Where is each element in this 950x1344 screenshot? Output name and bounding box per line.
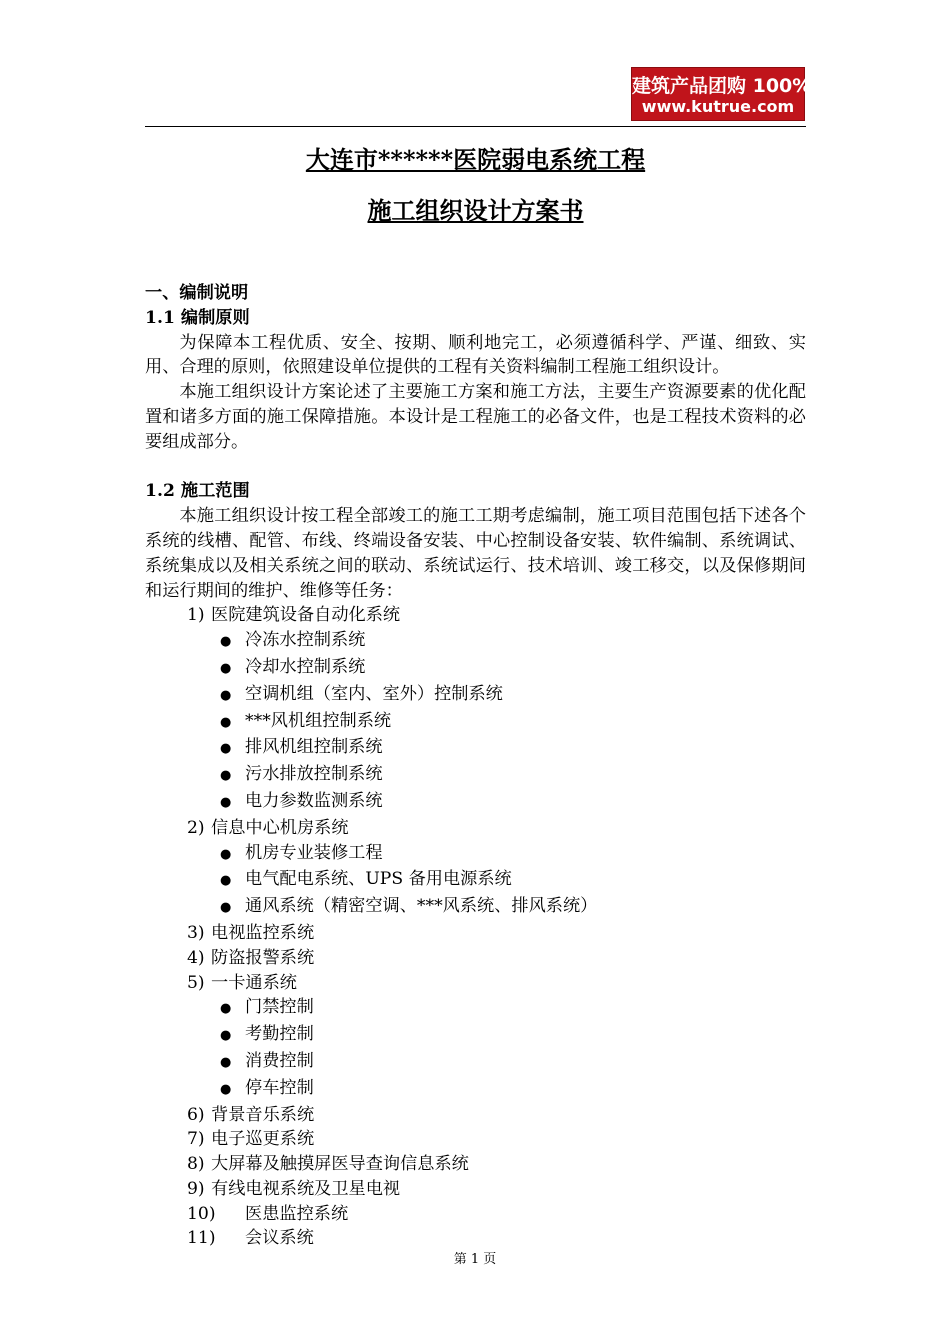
paragraph: 本施工组织设计按工程全部竣工的施工工期考虑编制，施工项目范围包括下述各个系统的线槽、配管、布线、终端设备安装、中心控制设备安装、软件编制、系统调试、系统集成以及相关系统之间的联动、系统试运行、技术培训、竣工移交，以及保修期间和运行期间的维护、维修等任务：: [145, 506, 806, 601]
bullet-label: 冷冻水控制系统: [245, 630, 366, 651]
page-number: 第 1 页: [453, 1252, 497, 1267]
list-item: [145, 946, 806, 971]
bullet-label: 电气配电系统、UPS 备用电源系统: [245, 869, 512, 890]
logo-slogan: 建筑产品团购 100%正品: [632, 75, 850, 97]
header-rule: [145, 126, 806, 127]
bullet-item: [145, 867, 806, 894]
bullet-label: 门禁控制: [245, 997, 314, 1018]
bullet-icon: ●: [220, 660, 232, 676]
bullet-icon: ●: [220, 741, 232, 757]
bullet-item: [145, 655, 806, 682]
subsection-heading: 1.2 施工范围: [145, 481, 250, 502]
list-item: [145, 816, 806, 841]
list-label: 有线电视系统及卫星电视: [211, 1178, 401, 1199]
list-item: [145, 921, 806, 946]
list-number: 4): [187, 947, 205, 968]
list-number: 11): [187, 1228, 216, 1249]
bullet-item: [145, 841, 806, 868]
bullet-item: [145, 762, 806, 789]
bullet-label: 停车控制: [245, 1077, 314, 1098]
bullet-label: 考勤控制: [245, 1024, 314, 1045]
bullet-item: [145, 1049, 806, 1076]
logo-url: www.kutrue.com: [641, 97, 795, 116]
list-number: 5): [187, 972, 205, 993]
bullet-label: 消费控制: [245, 1050, 314, 1071]
bullet-label: 机房专业装修工程: [245, 842, 383, 863]
list-number: 8): [187, 1154, 205, 1175]
list-label: 大屏幕及触摸屏医导查询信息系统: [211, 1154, 469, 1175]
list-label: 背景音乐系统: [211, 1104, 315, 1125]
bullet-item: [145, 894, 806, 921]
bullet-label: 空调机组（室内、室外）控制系统: [245, 683, 503, 704]
bullet-icon: ●: [220, 873, 232, 889]
bullet-label: 通风系统（精密空调、***风系统、排风系统）: [245, 896, 598, 917]
document-title: 大连市******医院弱电系统工程: [305, 145, 646, 174]
bullet-item: [145, 628, 806, 655]
bullet-icon: ●: [220, 1081, 232, 1097]
bullet-icon: ●: [220, 846, 232, 862]
bullet-icon: ●: [220, 714, 232, 730]
list-item: [145, 603, 806, 628]
spacer: [145, 455, 806, 480]
list-number: 1): [187, 605, 205, 626]
document-body: [145, 281, 806, 1251]
bullet-item: [145, 1022, 806, 1049]
subsection-heading: 1.1 编制原则: [145, 307, 250, 328]
bullet-icon: ●: [220, 687, 232, 703]
list-item: [145, 1152, 806, 1177]
bullet-icon: ●: [220, 634, 232, 650]
bullet-icon: ●: [220, 768, 232, 784]
bullet-item: [145, 709, 806, 736]
bullet-label: 冷却水控制系统: [245, 656, 366, 677]
bullet-label: ***风机组控制系统: [245, 710, 392, 731]
list-number: 3): [187, 922, 205, 943]
list-item: [145, 1127, 806, 1152]
list-number: 9): [187, 1178, 205, 1199]
list-label: 一卡通系统: [211, 972, 297, 993]
bullet-icon: ●: [220, 900, 232, 916]
bullet-item: [145, 789, 806, 816]
document-subtitle: 施工组织设计方案书: [367, 196, 584, 225]
bullet-label: 电力参数监测系统: [245, 790, 383, 811]
bullet-icon: ●: [220, 1028, 232, 1044]
section-heading: 一、编制说明: [145, 283, 249, 303]
list-number: 2): [187, 817, 205, 838]
list-number: 10): [187, 1203, 216, 1224]
list-item: [145, 971, 806, 996]
list-item: [145, 1103, 806, 1128]
brand-logo: [631, 67, 850, 121]
paragraph: 为保障本工程优质、安全、按期、顺利地完工，必须遵循科学、严谨、细致、实用、合理的原则，依照建设单位提供的工程有关资料编制工程施工组织设计。: [145, 332, 806, 378]
bullet-icon: ●: [220, 1001, 232, 1017]
list-label: 会议系统: [245, 1228, 314, 1249]
list-label: 电子巡更系统: [211, 1129, 315, 1150]
bullet-icon: ●: [220, 1054, 232, 1070]
bullet-label: 污水排放控制系统: [245, 764, 383, 785]
list-item: [145, 1177, 806, 1202]
list-item: [145, 1202, 806, 1227]
bullet-item: [145, 1076, 806, 1103]
list-number: 6): [187, 1104, 205, 1125]
list-label: 信息中心机房系统: [211, 817, 349, 838]
list-label: 电视监控系统: [211, 922, 315, 943]
bullet-item: [145, 682, 806, 709]
list-label: 医院建筑设备自动化系统: [211, 605, 401, 626]
bullet-item: [145, 735, 806, 762]
list-number: 7): [187, 1129, 205, 1150]
list-label: 医患监控系统: [245, 1203, 349, 1224]
bullet-item: [145, 995, 806, 1022]
paragraph: 本施工组织设计方案论述了主要施工方案和施工方法，主要生产资源要素的优化配置和诸多方面的施工保障措施。本设计是工程施工的必备文件，也是工程技术资料的必要组成部分。: [145, 382, 806, 452]
list-label: 防盗报警系统: [211, 947, 315, 968]
bullet-label: 排风机组控制系统: [245, 737, 383, 758]
bullet-icon: ●: [220, 794, 232, 810]
